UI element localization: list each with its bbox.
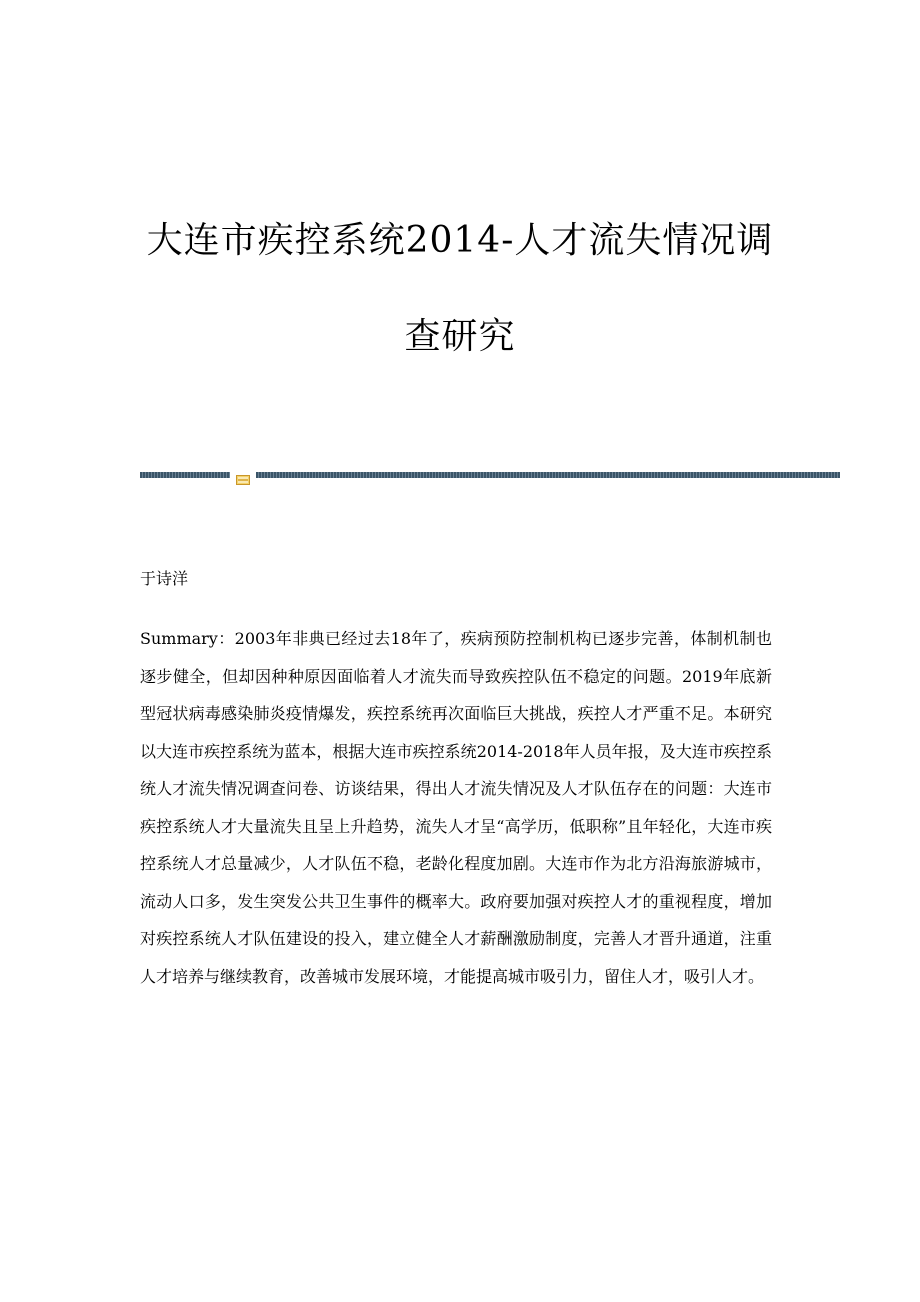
document-title-line-2: 查研究	[404, 316, 516, 357]
ornament-icon	[236, 470, 250, 480]
author-name: 于诗洋	[140, 569, 189, 588]
document-title-line-1: 大连市疾控系统2014-人才流失情况调	[146, 220, 774, 261]
divider-bar-right	[256, 472, 840, 478]
divider-bar-left	[140, 472, 230, 478]
title-divider	[140, 470, 840, 480]
summary-paragraph: Summary：2003年非典已经过去18年了，疾病预防控制机构已逐步完善，体制机制也逐步健全，但却因种种原因面临着人才流失而导致疾控队伍不稳定的问题。2019年底新型冠状病毒感染肺炎疫情爆发，疾控系统再次面临巨大挑战，疾控人才严重不足。本研究以大连市疾控系统为蓝本，根据大连市疾控系统2014-2018年人员年报，及大连市疾控系统人才流失情况调查问卷、访谈结果，得出人才流失情况及人才队伍存在的问题：大连市疾控系统人才大量流失且呈上升趋势，流失人才呈“高学历，低职称”且年轻化，大连市疾控系统人才总量减少，人才队伍不稳，老龄化程度加剧。大连市作为北方沿海旅游城市，流动人口多，发生突发公共卫生事件的概率大。政府要加强对疾控人才的重视程度，增加对疾控系统人才队伍建设的投入，建立健全人才薪酬激励制度，完善人才晋升通道，注重人才培养与继续教育，改善城市发展环境，才能提高城市吸引力，留住人才，吸引人才。	[140, 629, 772, 986]
